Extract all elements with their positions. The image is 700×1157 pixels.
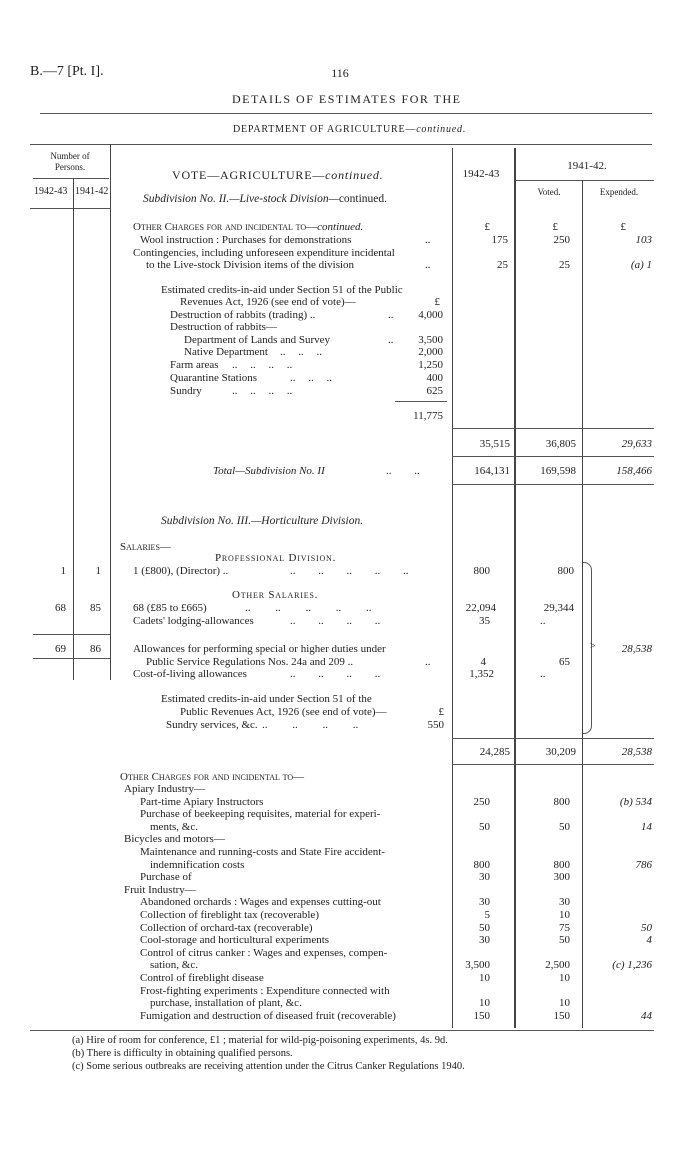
previous-year-header: 1941-42. (567, 160, 607, 172)
credit-item-value: 4,000 (418, 309, 443, 321)
credit-item: Farm areas (170, 359, 219, 371)
credit-item-value: 625 (426, 385, 443, 397)
allowances-voted: 65 (559, 656, 570, 668)
other-charge-expended: 44 (641, 1010, 652, 1022)
page-number: 116 (331, 66, 349, 80)
other-charge-item-label: indemnification costs (150, 859, 245, 871)
persons-year-2-header: 1941-42 (75, 186, 109, 197)
wool-voted: 250 (553, 234, 570, 246)
footnote-b: (b) There is difficulty in obtaining qualified persons. (72, 1048, 293, 1059)
sub2-subtotal-voted: 36,805 (545, 438, 576, 450)
other-charge-expended: 4 (646, 934, 652, 946)
other-charge-estimate: 250 (473, 796, 490, 808)
persons-total-1: 69 (55, 643, 66, 655)
wool-expended: 103 (635, 234, 652, 246)
other-charge-item-label: Purchase of (140, 871, 192, 883)
other-charge-expended: (c) 1,236 (612, 959, 652, 971)
credit-item-value: 1,250 (418, 359, 443, 371)
sub3-heading: Subdivision No. III.—Horticulture Division. (161, 515, 364, 527)
sub2-total-label: Total—Subdivision No. II (213, 465, 325, 477)
other-charge-estimate: 800 (473, 859, 490, 871)
other-charge-item-label: Bicycles and motors— (124, 833, 225, 845)
allowances-label: Allowances for performing special or higher duties under (133, 643, 386, 655)
wool-estimate: 175 (491, 234, 508, 246)
others-persons-1: 68 (55, 602, 66, 614)
other-charge-expended: (b) 534 (619, 796, 652, 808)
others-persons-2: 85 (90, 602, 101, 614)
other-charge-estimate: 30 (479, 896, 490, 908)
cadets-voted: .. (540, 615, 546, 627)
sub2-total-voted: 169,598 (540, 465, 576, 477)
sub2-credits-total: 11,775 (413, 410, 443, 422)
other-charge-item-label: Frost-fighting experiments : Expenditure connected with (140, 985, 390, 997)
director-voted: 800 (557, 565, 574, 577)
page-ref: B.—7 [Pt. I]. (30, 64, 104, 79)
estimate-year-header: 1942-43 (462, 168, 500, 180)
other-charge-item-label: Abandoned orchards : Wages and expenses cutting-out (140, 896, 381, 908)
cadets-estimate: 35 (479, 615, 490, 627)
director-label: 1 (£800), (Director) .. (133, 565, 229, 577)
other-charge-expended: 786 (635, 859, 652, 871)
sub3-subtotal-voted: 30,209 (545, 746, 576, 758)
cost-of-living-voted: .. (540, 668, 546, 680)
other-charge-expended: 14 (641, 821, 652, 833)
contingencies-estimate: 25 (497, 259, 508, 271)
sub3-subtotal-estimate: 24,285 (479, 746, 510, 758)
pound-sign: £ (484, 221, 490, 233)
allowances-estimate: 4 (480, 656, 486, 668)
page-title: DETAILS OF ESTIMATES FOR THE (232, 92, 462, 106)
credit-item: Native Department (184, 346, 268, 358)
other-charge-estimate: 30 (479, 934, 490, 946)
sub3-credits-heading: Estimated credits-in-aid under Section 51 of the (161, 693, 372, 705)
other-charge-item-label: Collection of fireblight tax (recoverable) (140, 909, 319, 921)
other-charge-voted: 50 (559, 821, 570, 833)
other-charge-voted: 10 (559, 972, 570, 984)
others-voted: 29,344 (543, 602, 574, 614)
sub3-credits-heading-2: Public Revenues Act, 1926 (see end of vote)— (180, 706, 387, 718)
other-charge-item-label: ments, &c. (150, 821, 198, 833)
others-estimate: 22,094 (465, 602, 496, 614)
credit-item: Department of Lands and Survey (184, 334, 331, 346)
other-charge-estimate: 10 (479, 972, 490, 984)
others-label: 68 (£85 to £665) (133, 602, 207, 614)
other-salaries-heading: Other Salaries. (232, 589, 319, 601)
sub2-subtotal-estimate: 35,515 (479, 438, 510, 450)
other-charge-item-label: Fruit Industry— (124, 884, 196, 896)
professional-division-heading: Professional Division. (215, 552, 337, 564)
persons-year-1-header: 1942-43 (34, 186, 68, 197)
salaries-expended: 28,538 (621, 643, 652, 655)
director-estimate: 800 (473, 565, 490, 577)
pound-sign: £ (552, 221, 558, 233)
sub3-other-charges-heading: Other Charges for and incidental to— (120, 771, 305, 783)
other-charge-item-label: Part-time Apiary Instructors (140, 796, 264, 808)
other-charge-item-label: Control of citrus canker : Wages and expenses, compen- (140, 947, 388, 959)
other-charge-item-label: Maintenance and running-costs and State Fire accident- (140, 846, 385, 858)
sundry-services-label: Sundry services, &c. (166, 719, 258, 731)
footnote-c: (c) Some serious outbreaks are receiving attention under the Citrus Canker Regulations 1940. (72, 1061, 465, 1072)
page-subtitle: DEPARTMENT OF AGRICULTURE—continued. (233, 124, 467, 135)
other-charge-voted: 800 (553, 859, 570, 871)
other-charge-voted: 75 (559, 922, 570, 934)
other-charge-estimate: 150 (473, 1010, 490, 1022)
sub2-credits-heading: Estimated credits-in-aid under Section 51 of the Public (161, 284, 403, 296)
credit-item: Quarantine Stations (170, 372, 258, 384)
other-charge-voted: 30 (559, 896, 570, 908)
other-charge-item-label: Apiary Industry— (124, 783, 205, 795)
cost-of-living-label: Cost-of-living allowances (133, 668, 247, 680)
contingencies-expended: (a) 1 (630, 259, 652, 271)
wool-instruction-label: Wool instruction : Purchases for demonstrations (140, 234, 352, 246)
credit-item: Sundry (170, 385, 202, 397)
credit-item-value: 2,000 (418, 346, 443, 358)
credit-item: Destruction of rabbits (trading) .. (170, 309, 316, 321)
other-charge-item-label: Collection of orchard-tax (recoverable) (140, 922, 313, 934)
expended-header: Expended. (599, 187, 639, 197)
credit-item-value: 3,500 (418, 334, 443, 346)
other-charge-voted: 50 (559, 934, 570, 946)
other-charge-estimate: 3,500 (465, 959, 490, 971)
other-charge-voted: 10 (559, 997, 570, 1009)
vote-title: VOTE—AGRICULTURE—continued. (172, 168, 384, 182)
other-charge-item-label: Cool-storage and horticultural experiments (140, 934, 330, 946)
credit-item-value: 400 (426, 372, 443, 384)
other-charge-voted: 2,500 (545, 959, 570, 971)
sub3-subtotal-expended: 28,538 (621, 746, 652, 758)
cost-of-living-estimate: 1,352 (469, 668, 494, 680)
pound-sign: £ (434, 296, 440, 308)
other-charge-item-label: Control of fireblight disease (140, 972, 264, 984)
allowances-label-2: Public Service Regulations Nos. 24a and 209 .. (146, 656, 354, 668)
other-charge-estimate: 5 (484, 909, 490, 921)
sub2-credits-heading-2: Revenues Act, 1926 (see end of vote)— (180, 296, 356, 308)
director-persons-1: 1 (60, 565, 66, 577)
other-charge-item-label: Fumigation and destruction of diseased fruit (recoverable) (140, 1010, 396, 1022)
contingencies-label: Contingencies, including unforeseen expenditure incidental (133, 247, 395, 259)
other-charge-voted: 150 (553, 1010, 570, 1022)
other-charge-item-label: sation, &c. (150, 959, 198, 971)
other-charge-item-label: Purchase of beekeeping requisites, material for experi- (140, 808, 381, 820)
other-charge-item-label: purchase, installation of plant, &c. (150, 997, 302, 1009)
sub2-total-estimate: 164,131 (474, 465, 510, 477)
voted-header: Voted. (537, 187, 561, 197)
credit-item: Destruction of rabbits— (170, 321, 277, 333)
sub2-subtotal-expended: 29,633 (621, 438, 652, 450)
sub2-heading: Subdivision No. II.—Live-stock Division—continued. (143, 193, 388, 205)
other-charge-estimate: 10 (479, 997, 490, 1009)
sundry-services-value: 550 (427, 719, 444, 731)
other-charge-expended: 50 (641, 922, 652, 934)
other-charge-estimate: 50 (479, 821, 490, 833)
persons-total-2: 86 (90, 643, 101, 655)
other-charge-voted: 800 (553, 796, 570, 808)
salaries-heading: Salaries— (120, 541, 171, 553)
footnote-a: (a) Hire of room for conference, £1 ; material for wild-pig-poisoning experiments, 4s. 9d. (72, 1035, 448, 1046)
pound-sign: £ (620, 221, 626, 233)
sub2-other-charges-heading: Other Charges for and incidental to—continued. (133, 221, 364, 233)
director-persons-2: 1 (95, 565, 101, 577)
pound-sign: £ (438, 706, 444, 718)
other-charge-estimate: 50 (479, 922, 490, 934)
number-of-persons-header: Number of Persons. (50, 151, 90, 172)
sub2-total-expended: 158,466 (616, 465, 652, 477)
contingencies-voted: 25 (559, 259, 570, 271)
other-charge-estimate: 30 (479, 871, 490, 883)
other-charge-voted: 300 (553, 871, 570, 883)
cadets-label: Cadets' lodging-allowances (133, 615, 254, 627)
other-charge-voted: 10 (559, 909, 570, 921)
contingencies-label-2: to the Live-stock Division items of the division (146, 259, 355, 271)
